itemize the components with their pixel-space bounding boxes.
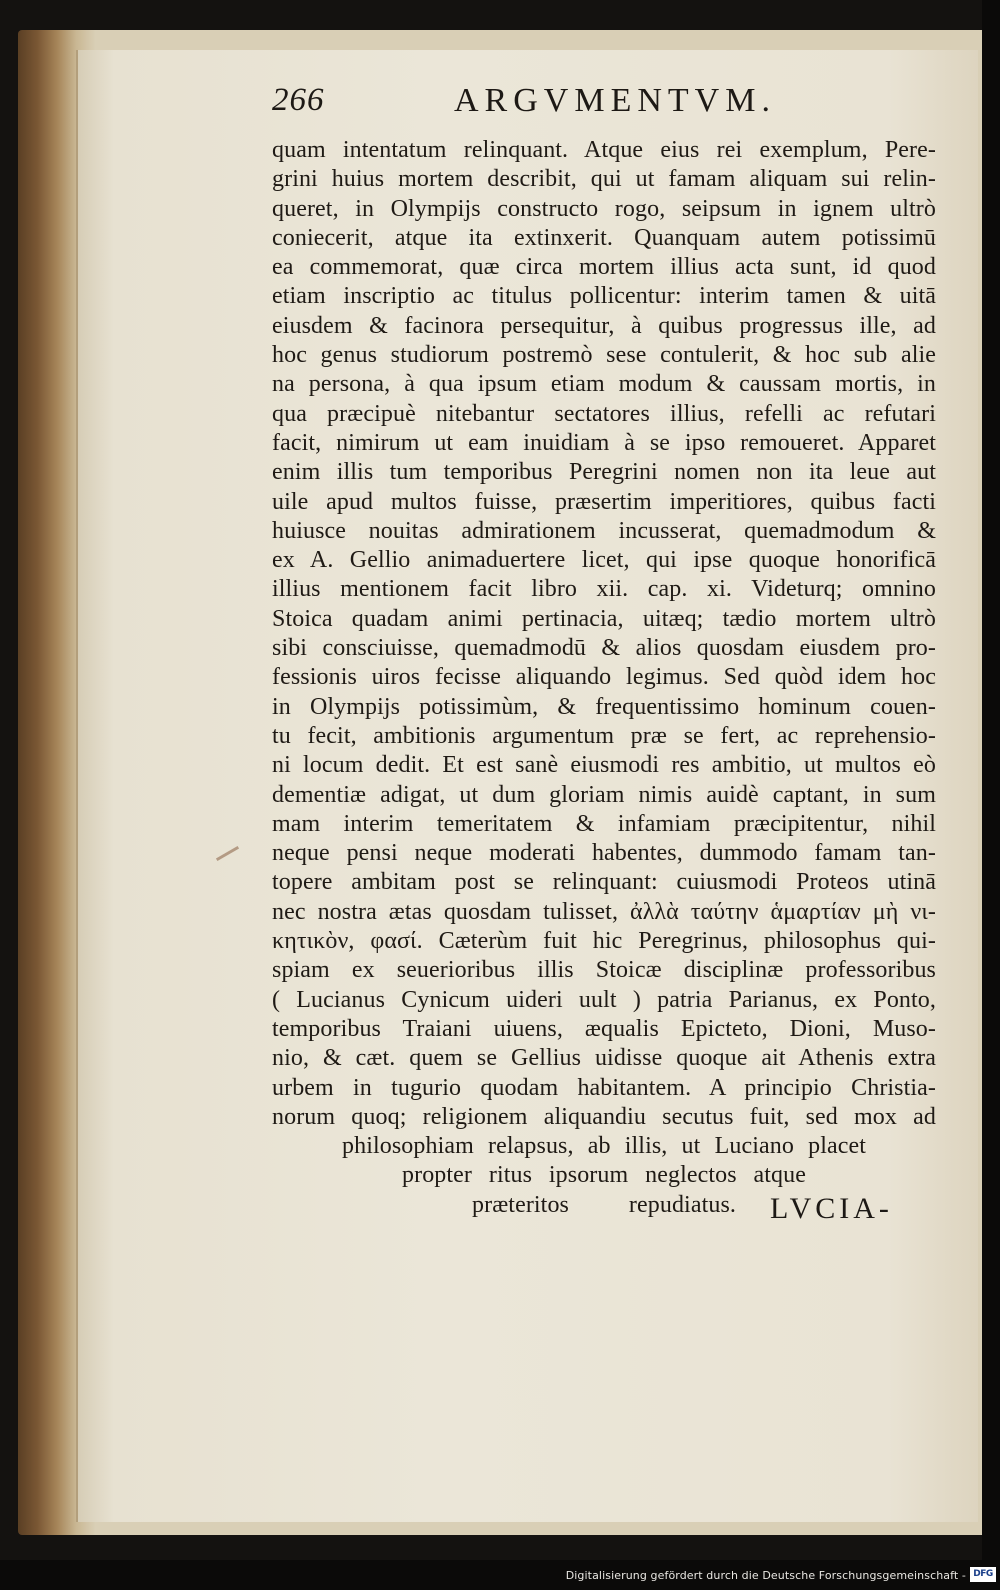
- text-line: quam intentatum relinquant. Atque eius rei exemplum, Pere-: [272, 137, 936, 163]
- closing-line: philosophiam relapsus, ab illis, ut Luciano placet: [342, 1133, 866, 1160]
- closing-line: præteritos repudiatus.: [472, 1191, 736, 1218]
- text-line: uile apud multos fuisse, præsertim imperitiores, quibus facti: [272, 488, 936, 515]
- text-line: ea commemorat, quæ circa mortem illius acta sunt, id quod: [272, 254, 936, 281]
- text-line: dementiæ adigat, ut dum gloriam nimis auidè captant, in sum: [272, 781, 936, 808]
- text-line: spiam ex seuerioribus illis Stoicæ disciplinæ professoribus: [272, 957, 936, 984]
- dfg-logo-icon: DFG: [970, 1567, 996, 1582]
- text-line: na persona, à qua ipsum etiam modum & caussam mortis, in: [272, 371, 936, 398]
- text-line: illius mentionem facit libro xii. cap. xi. Videturq; omnino: [272, 576, 936, 603]
- text-line: in Olympijs potissimùm, & frequentissimo hominum couen-: [272, 693, 936, 720]
- closing-line: propter ritus ipsorum neglectos atque: [402, 1162, 806, 1189]
- text-line: fessionis uiros fecisse aliquando legimus. Sed quòd idem hoc: [272, 664, 936, 691]
- page-number: 266: [272, 82, 325, 118]
- text-line: qua præcipuè nitebantur sectatores illius, refelli ac refutari: [272, 400, 936, 427]
- text-line: huiusce nouitas admirationem incusserat, quemadmodum &: [272, 517, 936, 544]
- text-line: queret, in Olympijs constructo rogo, seipsum in ignem ultrò: [272, 195, 936, 222]
- text-line: Stoica quadam animi pertinacia, uitæq; tædio mortem ultrò: [272, 605, 936, 632]
- text-line: hoc genus studiorum postremò sese contulerit, & hoc sub alie: [272, 342, 936, 369]
- text-line: norum quoq; religionem aliquandiu secutus fuit, sed mox ad: [272, 1103, 936, 1130]
- text-line: nec nostra ætas quosdam tulisset, ἀλλὰ ταύτην ἁμαρτίαν μὴ νι-: [272, 898, 936, 925]
- text-line: κητικὸν, φασί. Cæterùm fuit hic Peregrinus, philosophus qui-: [272, 928, 936, 955]
- text-line: sibi consciuisse, quemadmodū & alios quosdam eiusdem pro-: [272, 635, 936, 662]
- scan-right-edge: [982, 0, 1000, 1560]
- text-line: enim illis tum temporibus Peregrini nomen non ita leue aut: [272, 459, 936, 486]
- text-line: mam interim temeritatem & infamiam præcipitentur, nihil: [272, 810, 936, 837]
- text-line: eiusdem & facinora persequitur, à quibus progressus ille, ad: [272, 312, 936, 339]
- text-line: grini huius mortem describit, qui ut famam aliquam sui relin-: [272, 166, 936, 193]
- footer-bar: [0, 1560, 1000, 1590]
- text-line: neque pensi neque moderati habentes, dummodo famam tan-: [272, 840, 936, 867]
- text-line: temporibus Traiani uiuens, æqualis Epicteto, Dioni, Muso-: [272, 1015, 936, 1042]
- text-line: ( Lucianus Cynicum uideri uult ) patria Parianus, ex Ponto,: [272, 986, 936, 1013]
- body-text: [272, 136, 936, 1220]
- text-line: facit, nimirum ut eam inuidiam à se ipso remoueret. Apparet: [272, 429, 936, 456]
- running-head: ARGVMENTVM.: [454, 82, 776, 119]
- text-line: coniecerit, atque ita extinxerit. Quanquam autem potissimū: [272, 224, 936, 251]
- page-header: [272, 82, 852, 132]
- text-line: topere ambitam post se relinquant: cuiusmodi Proteos utinā: [272, 869, 936, 896]
- text-line: nio, & cæt. quem se Gellius uidisse quoque ait Athenis extra: [272, 1045, 936, 1072]
- catchword: LVCIA-: [770, 1192, 893, 1225]
- text-line: urbem in tugurio quodam habitantem. A principio Christia-: [272, 1074, 936, 1101]
- text-line: ex A. Gellio animaduertere licet, qui ipse quoque honorificā: [272, 547, 936, 574]
- funding-credit: Digitalisierung gefördert durch die Deutsche Forschungsgemeinschaft -: [565, 1569, 966, 1582]
- text-line: ni locum dedit. Et est sanè eiusmodi res ambitio, ut multos eò: [272, 752, 936, 779]
- text-line: tu fecit, ambitionis argumentum præ se fert, ac reprehensio-: [272, 722, 936, 749]
- text-line: etiam inscriptio ac titulus pollicentur: interim tamen & uitā: [272, 283, 936, 310]
